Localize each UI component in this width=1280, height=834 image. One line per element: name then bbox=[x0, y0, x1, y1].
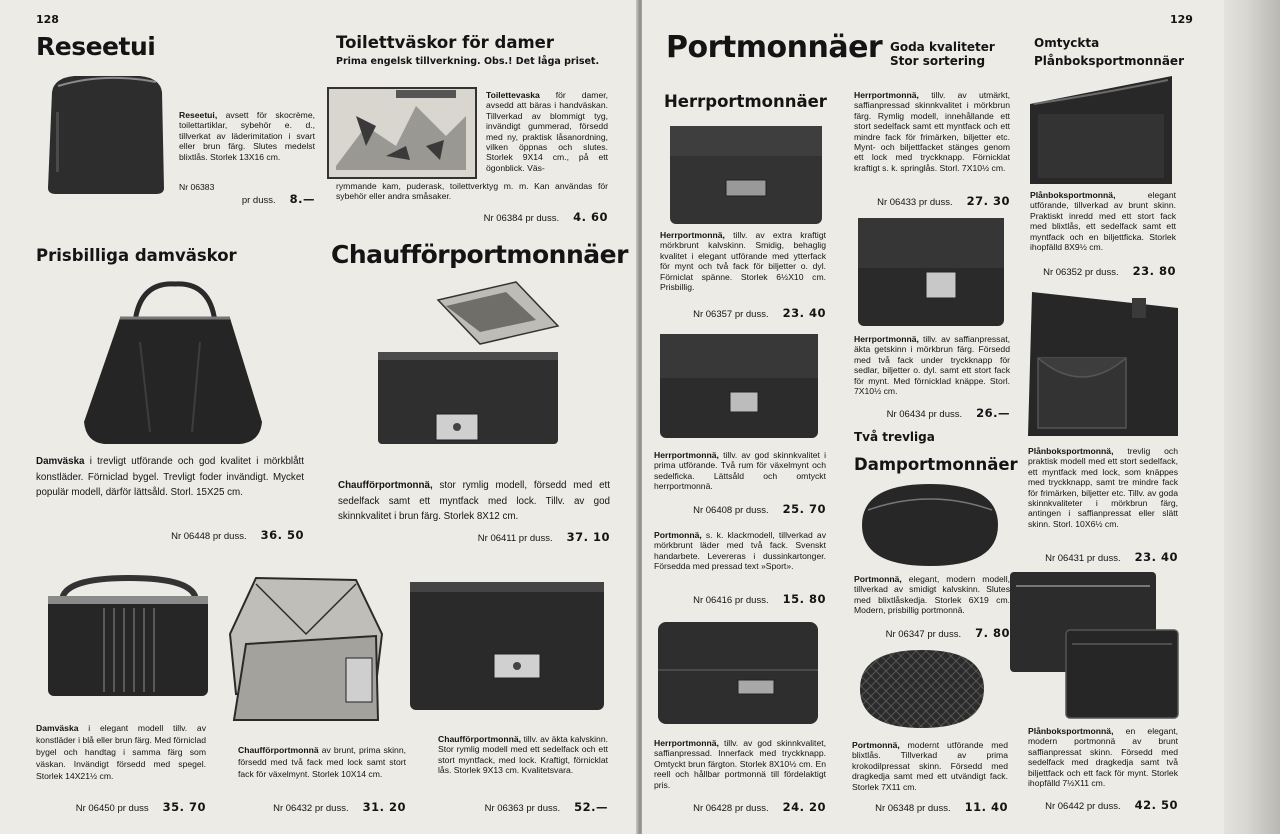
damport2-price: 11. 40 bbox=[964, 800, 1008, 814]
heading-tva-trevliga: Två trevliga bbox=[854, 430, 935, 444]
reseetui-description: Reseetui, avsett för skocrème, toilettartiklar, sybehör e. d., tillverkat av läderimitation i svart eller brun färg. Slutes medelst blixtlås. Storlek 13X16 cm. bbox=[179, 110, 315, 162]
toilettvaska-description-cont: rymmande kam, puderask, toilettverktyg m. m. Kan användas för sybehör eller andra småsaker. bbox=[336, 181, 608, 202]
herr2-price-row: Nr 06408 pr duss. 25. 70 bbox=[693, 502, 826, 516]
planbok1-price-row: Nr 06352 pr duss. 23. 80 bbox=[1043, 264, 1176, 278]
herr5-price: 26.— bbox=[976, 406, 1010, 420]
damvaska1-image bbox=[80, 282, 266, 446]
chauffor3-price: 52.— bbox=[574, 800, 608, 814]
herr3-description: Herrportmonnä, tillv. av god skinnkvalitet, saffianpressad. Innerfack med tryckknapp. Omtyckt brun färgton. Storlek 8X10½ cm. En reell och hållbar portmonnä till fördelaktigt pris. bbox=[654, 738, 826, 790]
damvaska1-price: 36. 50 bbox=[260, 528, 304, 542]
damport2-price-row: Nr 06348 pr duss. 11. 40 bbox=[875, 800, 1008, 814]
heading-omtyckta: Omtyckta bbox=[1034, 36, 1100, 50]
reseetui-image bbox=[44, 72, 170, 196]
damvaska2-image bbox=[44, 574, 214, 700]
planbok2-description: Plånboksportmonnä, trevlig och praktisk modell med ett stort sedelfack, ett myntfack med lock, som knäppes med tryckknapp, samt tre mindre fack för frimärken, biljetter etc. Tillv. av goda skinnkvaliteter i mörkbrun färg, antingen i saffianpressat eller slätt skinn. Storl. 10X6½ cm. bbox=[1028, 446, 1178, 529]
catalog-page-right bbox=[642, 0, 1224, 834]
planbok2-price-row: Nr 06431 pr duss. 23. 40 bbox=[1045, 550, 1178, 564]
damport2-description: Portmonnä, modernt utförande med blixtlås. Tillverkad av prima krokodilpressat skinn. Försedd med dragkedja samt med ett utvändigt fack. Storlek 7X11 cm. bbox=[852, 740, 1008, 792]
heading-goda-kvaliteter: Goda kvaliteter bbox=[890, 40, 995, 54]
chauffor2-image bbox=[226, 574, 386, 724]
chauffor2-price-row: Nr 06432 pr duss. 31. 20 bbox=[273, 800, 406, 814]
herr4-price-row: Nr 06433 pr duss. 27. 30 bbox=[877, 194, 1010, 208]
planbok1-image bbox=[1026, 74, 1176, 188]
planbok3-description: Plånboksportmonnä, en elegant, modern portmonnä av brunt saffianpressat skinn. Försedd med sedelfack med dragkedja samt två biljettfack och ett fack för mynt. Storlek ihopfälld 7½X11 cm. bbox=[1028, 726, 1178, 789]
herr5-price-row: Nr 06434 pr duss. 26.— bbox=[886, 406, 1010, 420]
herr1-image bbox=[668, 124, 824, 226]
damvaska1-description: Damväska i trevligt utförande och god kvalitet i mörkblått konstläder. Förniclad bygel. Trevligt foder invändigt. Mycket populär modell, därför lättsåld. Storl. 15X25 cm. bbox=[36, 456, 304, 499]
chauffor1-description: Chaufförportmonnä, stor rymlig modell, försedd med ett sedelfack samt ett myntfack med lock. Tillv. av god skinnkvalitet i brun färg. Storlek 8X12 cm. bbox=[338, 480, 610, 523]
portm1-description: Portmonnä, s. k. klackmodell, tillverkad av mörkbrunt läder med två fack. Svenskt handarbete. Levereras i dussinkartonger. Försedda med pressad text »Sport». bbox=[654, 530, 826, 572]
chauffor3-image bbox=[408, 580, 606, 712]
chauffor1-image bbox=[376, 280, 560, 446]
damport1-image bbox=[858, 480, 1002, 570]
herr2-image bbox=[658, 332, 820, 440]
toilettvaska-price-row: Nr 06384 pr duss. 4. 60 bbox=[483, 210, 608, 224]
herr1-price: 23. 40 bbox=[782, 306, 826, 320]
heading-damportmonnaer: Damportmonnäer bbox=[854, 455, 1018, 474]
planbok2-image bbox=[1022, 288, 1182, 440]
damport1-price-row: Nr 06347 pr duss. 7. 80 bbox=[885, 626, 1010, 640]
toilettvaska-price: 4. 60 bbox=[573, 210, 608, 224]
herr3-image bbox=[656, 620, 820, 726]
planbok1-description: Plånboksportmonnä, elegant utförande, tillverkad av brunt skinn. Praktiskt inredd med ett stort fack med blixtlås, ett sedelfack samt ett myntfack och en biljettficka. Storlek ihopfälld 8X9½ cm. bbox=[1030, 190, 1176, 253]
subheading-toilettvaskor: Prima engelsk tillverkning. Obs.! Det låga priset. bbox=[336, 56, 600, 67]
damport2-image bbox=[856, 646, 988, 732]
page-number: 129 bbox=[1170, 13, 1193, 26]
herr3-price: 24. 20 bbox=[782, 800, 826, 814]
heading-stor-sortering: Stor sortering bbox=[890, 54, 986, 68]
chauffor1-price: 37. 10 bbox=[566, 530, 610, 544]
chauffor2-price: 31. 20 bbox=[362, 800, 406, 814]
chauffor3-description: Chaufförportmonnä, tillv. av äkta kalvskinn. Stor rymlig modell med ett sedelfack och ett stort myntfack, med lock. Kraftigt, förnicklat lås. Storlek 9X13 cm. Kvalitetsvara. bbox=[438, 734, 608, 776]
planbok1-price: 23. 80 bbox=[1132, 264, 1176, 278]
damport1-description: Portmonnä, elegant, modern modell, tillverkad av smidigt kalvskinn. Slutes med blixtlåskedja. Storlek 6X19 cm. Modern, prisbillig portmonnä. bbox=[854, 574, 1010, 616]
damvaska2-price: 35. 70 bbox=[162, 800, 206, 814]
herr1-price-row: Nr 06357 pr duss. 23. 40 bbox=[693, 306, 826, 320]
herr4-description: Herrportmonnä, tillv. av utmärkt, saffianpressad skinnkvalitet i mörkbrun färg. Rymlig modell, innehållande ett stort sedelfack samt ett myntfack och ett mindre fack för frimärken, biljetter etc. Mynt- och biljettfacket stänges genom ett lock med tryckknapp. Förnicklat kraftigt s. k. springlås. Storl. 7X10½ cm. bbox=[854, 90, 1010, 173]
page-edge bbox=[1224, 0, 1280, 834]
damvaska2-price-row: Nr 06450 pr duss 35. 70 bbox=[75, 800, 206, 814]
heading-reseetui: Reseetui bbox=[36, 32, 156, 61]
planbok3-price: 42. 50 bbox=[1134, 798, 1178, 812]
herr3-price-row: Nr 06428 pr duss. 24. 20 bbox=[693, 800, 826, 814]
heading-prisbilliga-damvaskor: Prisbilliga damväskor bbox=[36, 246, 237, 265]
herr2-price: 25. 70 bbox=[782, 502, 826, 516]
catalog-page-left bbox=[0, 0, 638, 834]
reseetui-nr: Nr 06383 bbox=[179, 182, 215, 192]
damport1-price: 7. 80 bbox=[975, 626, 1010, 640]
portm1-price: 15. 80 bbox=[782, 592, 826, 606]
herr4-price: 27. 30 bbox=[966, 194, 1010, 208]
planbok2-price: 23. 40 bbox=[1134, 550, 1178, 564]
damvaska2-description: Damväska i elegant modell tillv. av konstläder i blå eller brun färg. Med förniclad bygel och handtag i samma färg som väskan. Invändigt försedd med spegel. Storlek 14X21½ cm. bbox=[36, 723, 206, 781]
herr2-description: Herrportmonnä, tillv. av god skinnkvalitet i prima utförande. Två rum för växelmynt och sedelficka. Lättsåld och omtyckt herrportmonnä. bbox=[654, 450, 826, 492]
reseetui-price: 8.— bbox=[289, 192, 315, 206]
chauffor3-price-row: Nr 06363 pr duss. 52.— bbox=[484, 800, 608, 814]
heading-chaufforportmonnaer: Chaufförportmonnäer bbox=[331, 240, 628, 269]
damvaska1-price-row: Nr 06448 pr duss. 36. 50 bbox=[171, 528, 304, 542]
heading-portmonnaer: Portmonnäer bbox=[666, 30, 883, 65]
herr1-description: Herrportmonnä, tillv. av extra kraftigt mörkbrunt kalvskinn. Smidig, behaglig kvalitet i elegant utförande med ytterfack för mynt och två fack för biljetter o. dyl. Förniclat spänne. Storlek 6½X10 cm. Prisbillig. bbox=[660, 230, 826, 293]
heading-herrportmonnaer: Herrportmonnäer bbox=[664, 92, 827, 111]
herr5-description: Herrportmonnä, tillv. av saffianpressat, äkta getskinn i mörkbrun färg. Försedd med två fack under tryckknapp för sedlar, biljetter o. dyl. samt ett stort fack för mynt. Med förnicklad knäppe. Storl. 7X10½ cm. bbox=[854, 334, 1010, 397]
toilettvaska-image bbox=[326, 86, 478, 180]
heading-planboksportmonnaer: Plånboksportmonnäer bbox=[1034, 54, 1184, 68]
chauffor2-description: Chaufförportmonnä av brunt, prima skinn, försedd med två fack med lock samt stort fack för växelmynt. Storlek 10X14 cm. bbox=[238, 745, 406, 779]
planbok3-price-row: Nr 06442 pr duss. 42. 50 bbox=[1045, 798, 1178, 812]
planbok3-image bbox=[1006, 568, 1182, 720]
toilettvaska-description: Toilettevaska för damer, avsedd att bäras i handväskan. Tillverkad av blommigt tyg, invändigt gummerad, försedd med ny, praktisk låsanordning, vilken öppnas och slutes. Storlek 9X14 cm., på ett ögonblick. Väs- bbox=[486, 90, 608, 173]
chauffor1-price-row: Nr 06411 pr duss. 37. 10 bbox=[477, 530, 610, 544]
reseetui-price-row: pr duss. 8.— bbox=[241, 192, 315, 206]
herr5-image bbox=[856, 216, 1006, 328]
page-number: 128 bbox=[36, 13, 59, 26]
portm1-price-row: Nr 06416 pr duss. 15. 80 bbox=[693, 592, 826, 606]
heading-toilettvaskor: Toilettväskor för damer bbox=[336, 33, 554, 52]
